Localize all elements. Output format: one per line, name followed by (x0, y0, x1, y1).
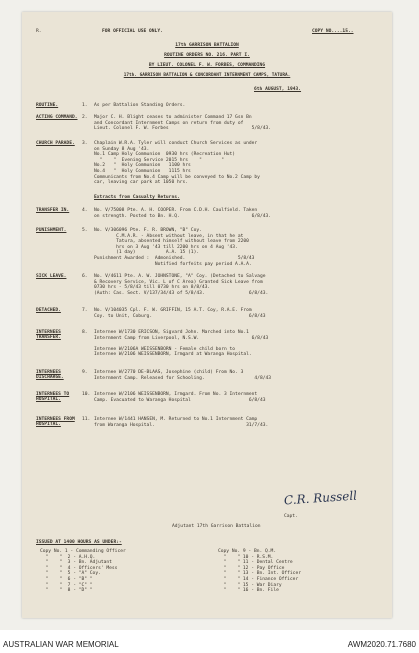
commanding-officer-line: BY LIEUT. COLONEL F. W. FORBES, COMMANDING (148, 63, 266, 68)
paragraph-number: 8. (82, 330, 88, 335)
paragraph-number: 9. (82, 370, 88, 375)
casualty-returns-heading: Extracts from Casualty Returns. (94, 195, 180, 200)
paragraph-text: Internee W/1730 ERICSON, Sigvard John. Marched into No.1 Internment Camp from Liverpool, N.S.W. 6/8/43 Internee W/2106A WEISSENBORN - Female child born to Internee W/2106 WEISSENBORN, Irmgard at Waranga Hospital. (94, 330, 269, 358)
archive-footer (0, 632, 419, 653)
header-left-mark: R. (36, 29, 42, 34)
paragraph-text: Chaplain W.R.A. Tyler will conduct Church Services as under on Sunday 8 Aug '43. No.1 Camp Holy Communion 0930 hrs (Recreation Hut) " " Evening Service 2015 hrs " " No.2 " Holy Communion 1100 hrs No.4 " Holy Communion 1115 hrs Communicants from No.4 Camp will be conveyed to No.2 Camp by car, leaving car park at 1050 hrs. (94, 141, 260, 186)
paragraph-number: 11. (82, 417, 91, 422)
paragraph-number: 2. (82, 115, 88, 120)
paragraph-number: 4. (82, 208, 88, 213)
margin-label-routine: ROUTINE. (36, 103, 59, 108)
station-line: 17th. GARRISON BATTALION & CONCORDANT INTERNMENT CAMPS, TATURA. (123, 73, 291, 78)
paragraph-number: 3. (82, 141, 88, 146)
distribution-list-right: Copy No. 9 - Bn. Q.M. " " 10 - R.S.M. " " 11 - Dental Centre " " 12 - Pay Office " " 13 - Bn. Int. Officer " " 14 - Finance Officer " " 15 - War Diary " " 16 - Bn. File (218, 549, 301, 594)
handwritten-signature: C.R. Russell (283, 488, 358, 508)
margin-label-sick-leave: SICK LEAVE. (36, 274, 67, 279)
classification: FOR OFFICIAL USE ONLY. (102, 29, 163, 34)
paragraph-text: Internee W/2106 WEISSENBORN, Irmgard. From No. 3 Internment Camp. Evacuated to Waranga Hospital 6/8/43 (94, 392, 266, 403)
margin-label-internees-from-hospital: INTERNEES FROM HOSPITAL. (36, 417, 75, 428)
paragraph-number: 10. (82, 392, 91, 397)
paragraph-text: No. V/4611 Pte. A. W. JOHNSTONE, "A" Coy. (Detached to Salvage & Recovery Service, Vic. L of C Area) Granted Sick Leave from 0730 hrs - 5/8/43 till 0730 hrs on 8/8/43. (Auth: Cas. Sect. V/137/34/43 of 5/8/43. 6/8/43. (94, 274, 269, 296)
paragraph-text: No. V/306096 Pte. F. R. BROWN, "B" Coy. C.M.A.R. - Absent without leave, in that he at Tatura, absented himself without leave from 2200 hrs on 3 Aug '43 till 2200 hrs on 4 Aug '43. (1 day) A.A. 15 (1). Punishment Awarded : Admonished. 5/8/43 Notified forfeits pay period A.A.A. (94, 228, 255, 267)
margin-label-internees-discharge: INTERNEES DISCHARGE. (36, 370, 64, 381)
paragraph-number: 7. (82, 308, 88, 313)
paragraph-text: No. V/75008 Pte. A. H. COOPER. From C.D.H. Caulfield. Taken on strength. Posted to Bn. H.Q. 6/8/43. (94, 208, 272, 219)
margin-label-internees-transfer: INTERNEES TRANSFER. (36, 330, 61, 341)
margin-label-punishment: PUNISHMENT. (36, 228, 67, 233)
paragraph-number: 1. (82, 103, 88, 108)
order-date: 6th AUGUST, 1943. (254, 87, 302, 92)
unit-title: 17th GARRISON BATTALION (175, 43, 239, 48)
margin-label-acting-command: ACTING COMMAND. (36, 115, 78, 120)
margin-label-internees-to-hospital: INTERNEES TO HOSPITAL. (36, 392, 70, 403)
paragraph-number: 6. (82, 274, 88, 279)
archive-source: AUSTRALIAN WAR MEMORIAL (3, 640, 119, 649)
margin-label-church-parade: CHURCH PARADE. (36, 141, 75, 146)
margin-label-transfer-in: TRANSFER IN. (36, 208, 70, 213)
paragraph-text: Internee W/2770 DE-BLAAS, Josephine (child) From No. 3 Internment Camp. Released for Schooling. 4/8/43 (94, 370, 272, 381)
paragraph-number: 5. (82, 228, 88, 233)
accession-number: AWM2020.71.7680 (347, 640, 416, 649)
margin-label-detached: DETACHED. (36, 308, 61, 313)
distribution-heading: ISSUED AT 1400 HOURS AS UNDER:- (36, 540, 122, 545)
signature-rank: Capt. (284, 514, 298, 519)
copy-number: COPY NO....15.. (312, 29, 354, 34)
order-title: ROUTINE ORDERS NO. 216. PART I. (164, 53, 250, 58)
paragraph-text: Internee W/1441 HANSEN, M. Returned to No.1 Internment Camp from Waranga Hospital. 31/7/43. (94, 417, 269, 428)
signature-appointment: Adjutant 17th Garrison Battalion (172, 524, 261, 529)
distribution-list-left: Copy No. 1 - Commanding Officer " " 2 - A.H.Q. " " 3 - Bn. Adjutant " " 4 - Officers' Mess " " 5 - "A" Coy. " " 6 - "B" " " " 7 - "C" " " " 8 - "D" " (40, 549, 126, 594)
paragraph-text: No. V/104035 Cpl. F. W. GRIFFIN, 15 A.T. Coy, R.A.E. From Coy. to Unit, Coburg. 6/8/43 (94, 308, 266, 319)
paragraph-text: Major C. H. Blight ceases to administer Command 17 Gsn Bn and Concordant Internment Camps on return from duty of Lieut. Colonel F. W. Forbes 5/8/43. (94, 115, 272, 132)
document-page (22, 12, 392, 618)
paragraph-text: As per Battalion Standing Orders. (94, 103, 186, 108)
